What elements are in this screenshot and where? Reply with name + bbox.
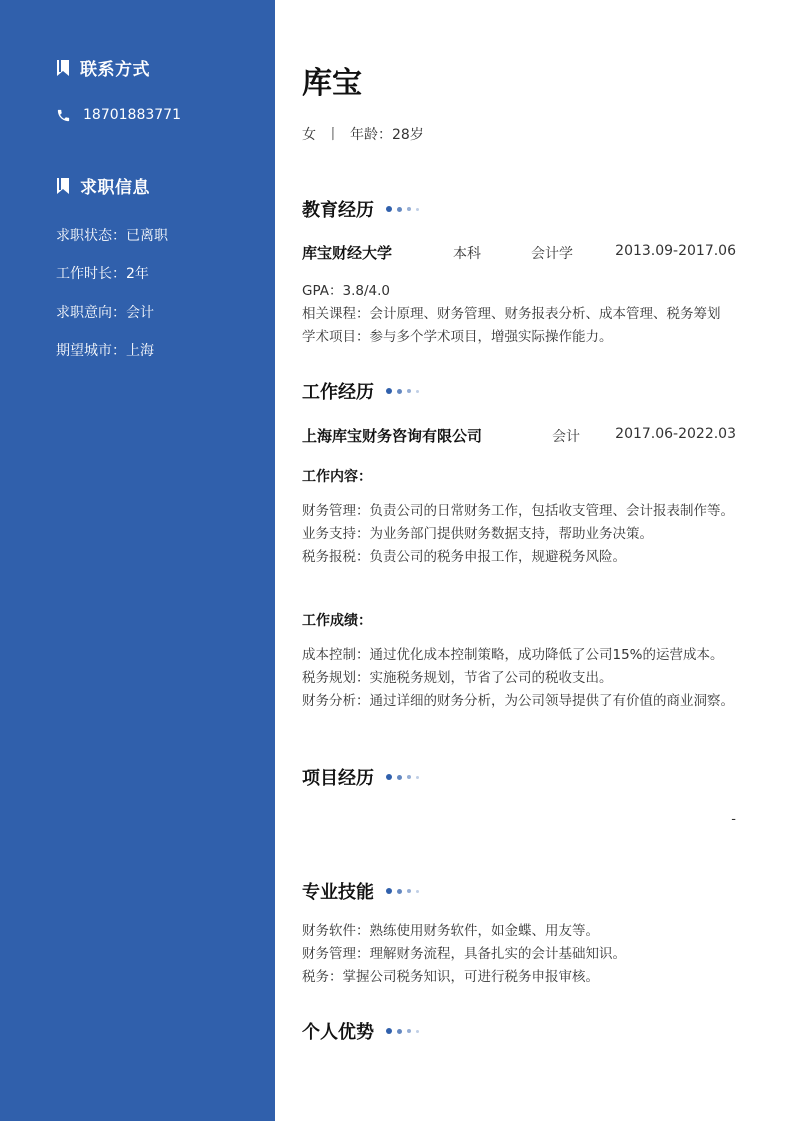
education-period: 2013.09-2017.06 — [615, 243, 736, 259]
job-intention-value: 会计 — [126, 305, 154, 321]
person-name: 库宝 — [302, 66, 362, 101]
projects-title-text: 项目经历 — [302, 768, 374, 789]
skill-line: 税务：掌握公司税务知识，可进行税务申报审核。 — [302, 969, 599, 985]
job-status-label: 求职状态： — [56, 228, 126, 244]
work-period: 2017.06-2022.03 — [615, 426, 736, 442]
phone-number: 18701883771 — [83, 107, 181, 123]
courses-line: 相关课程：会计原理、财务管理、财务报表分析、成本管理、税务筹划 — [302, 306, 721, 322]
skill-line: 财务管理：理解财务流程，具备扎实的会计基础知识。 — [302, 946, 626, 962]
contact-heading — [56, 55, 150, 80]
work-duration-value: 2年 — [126, 266, 149, 282]
job-status-value: 已离职 — [126, 228, 168, 244]
achievement-line: 财务分析：通过详细的财务分析，为公司领导提供了有价值的商业洞察。 — [302, 693, 734, 709]
bookmark-icon — [56, 60, 70, 76]
degree: 本科 — [453, 246, 481, 262]
skills-list — [302, 920, 736, 989]
major: 会计学 — [531, 246, 573, 262]
main-content — [302, 0, 742, 1121]
work-section-title — [302, 378, 424, 404]
projects-placeholder: - — [731, 812, 736, 827]
company-name: 上海库宝财务咨询有限公司 — [302, 427, 483, 445]
basic-info — [302, 124, 424, 144]
age: 年龄：28岁 — [350, 127, 424, 143]
decorative-dots-icon — [386, 1028, 424, 1034]
school-name: 库宝财经大学 — [302, 244, 393, 262]
achievement-line: 成本控制：通过优化成本控制策略，成功降低了公司15%的运营成本。 — [302, 647, 724, 663]
skills-title-text: 专业技能 — [302, 882, 374, 903]
education-section-title — [302, 196, 424, 222]
sidebar — [0, 0, 275, 1121]
bookmark-icon — [56, 178, 70, 194]
education-title-text: 教育经历 — [302, 200, 374, 221]
contact-heading-text: 联系方式 — [80, 60, 150, 80]
gpa-line: GPA：3.8/4.0 — [302, 283, 390, 299]
job-heading-text: 求职信息 — [80, 178, 150, 198]
work-title-text: 工作经历 — [302, 382, 374, 403]
projects-section-title — [302, 764, 424, 790]
expected-city-value: 上海 — [126, 343, 154, 359]
education-details — [302, 280, 736, 349]
work-duration-label: 工作时长： — [56, 266, 126, 282]
strengths-section-title — [302, 1018, 424, 1044]
decorative-dots-icon — [386, 206, 424, 212]
work-content-line: 财务管理：负责公司的日常财务工作，包括收支管理、会计报表制作等。 — [302, 503, 734, 519]
work-position: 会计 — [552, 429, 580, 445]
expected-city-label: 期望城市： — [56, 343, 126, 359]
phone-icon — [56, 108, 71, 123]
strengths-title-text: 个人优势 — [302, 1022, 374, 1043]
work-achievements — [302, 644, 736, 713]
work-content-line: 业务支持：为业务部门提供财务数据支持，帮助业务决策。 — [302, 526, 653, 542]
job-status — [56, 225, 168, 245]
job-intention-label: 求职意向： — [56, 305, 126, 321]
work-duration — [56, 263, 149, 283]
decorative-dots-icon — [386, 388, 424, 394]
skill-line: 财务软件：熟练使用财务软件，如金蝶、用友等。 — [302, 923, 599, 939]
work-content — [302, 500, 736, 569]
job-heading — [56, 173, 150, 198]
separator: 丨 — [326, 127, 340, 143]
work-achievements-heading: 工作成绩： — [302, 613, 372, 629]
phone-row — [56, 107, 181, 123]
education-row — [302, 242, 736, 264]
decorative-dots-icon — [386, 888, 424, 894]
expected-city — [56, 340, 154, 360]
gender: 女 — [302, 127, 316, 143]
academic-line: 学术项目：参与多个学术项目，增强实际操作能力。 — [302, 329, 613, 345]
work-content-heading: 工作内容： — [302, 469, 372, 485]
decorative-dots-icon — [386, 774, 424, 780]
job-intention — [56, 302, 154, 322]
achievement-line: 税务规划：实施税务规划，节省了公司的税收支出。 — [302, 670, 613, 686]
skills-section-title — [302, 878, 424, 904]
work-row — [302, 425, 736, 447]
work-content-line: 税务报税：负责公司的税务申报工作，规避税务风险。 — [302, 549, 626, 565]
